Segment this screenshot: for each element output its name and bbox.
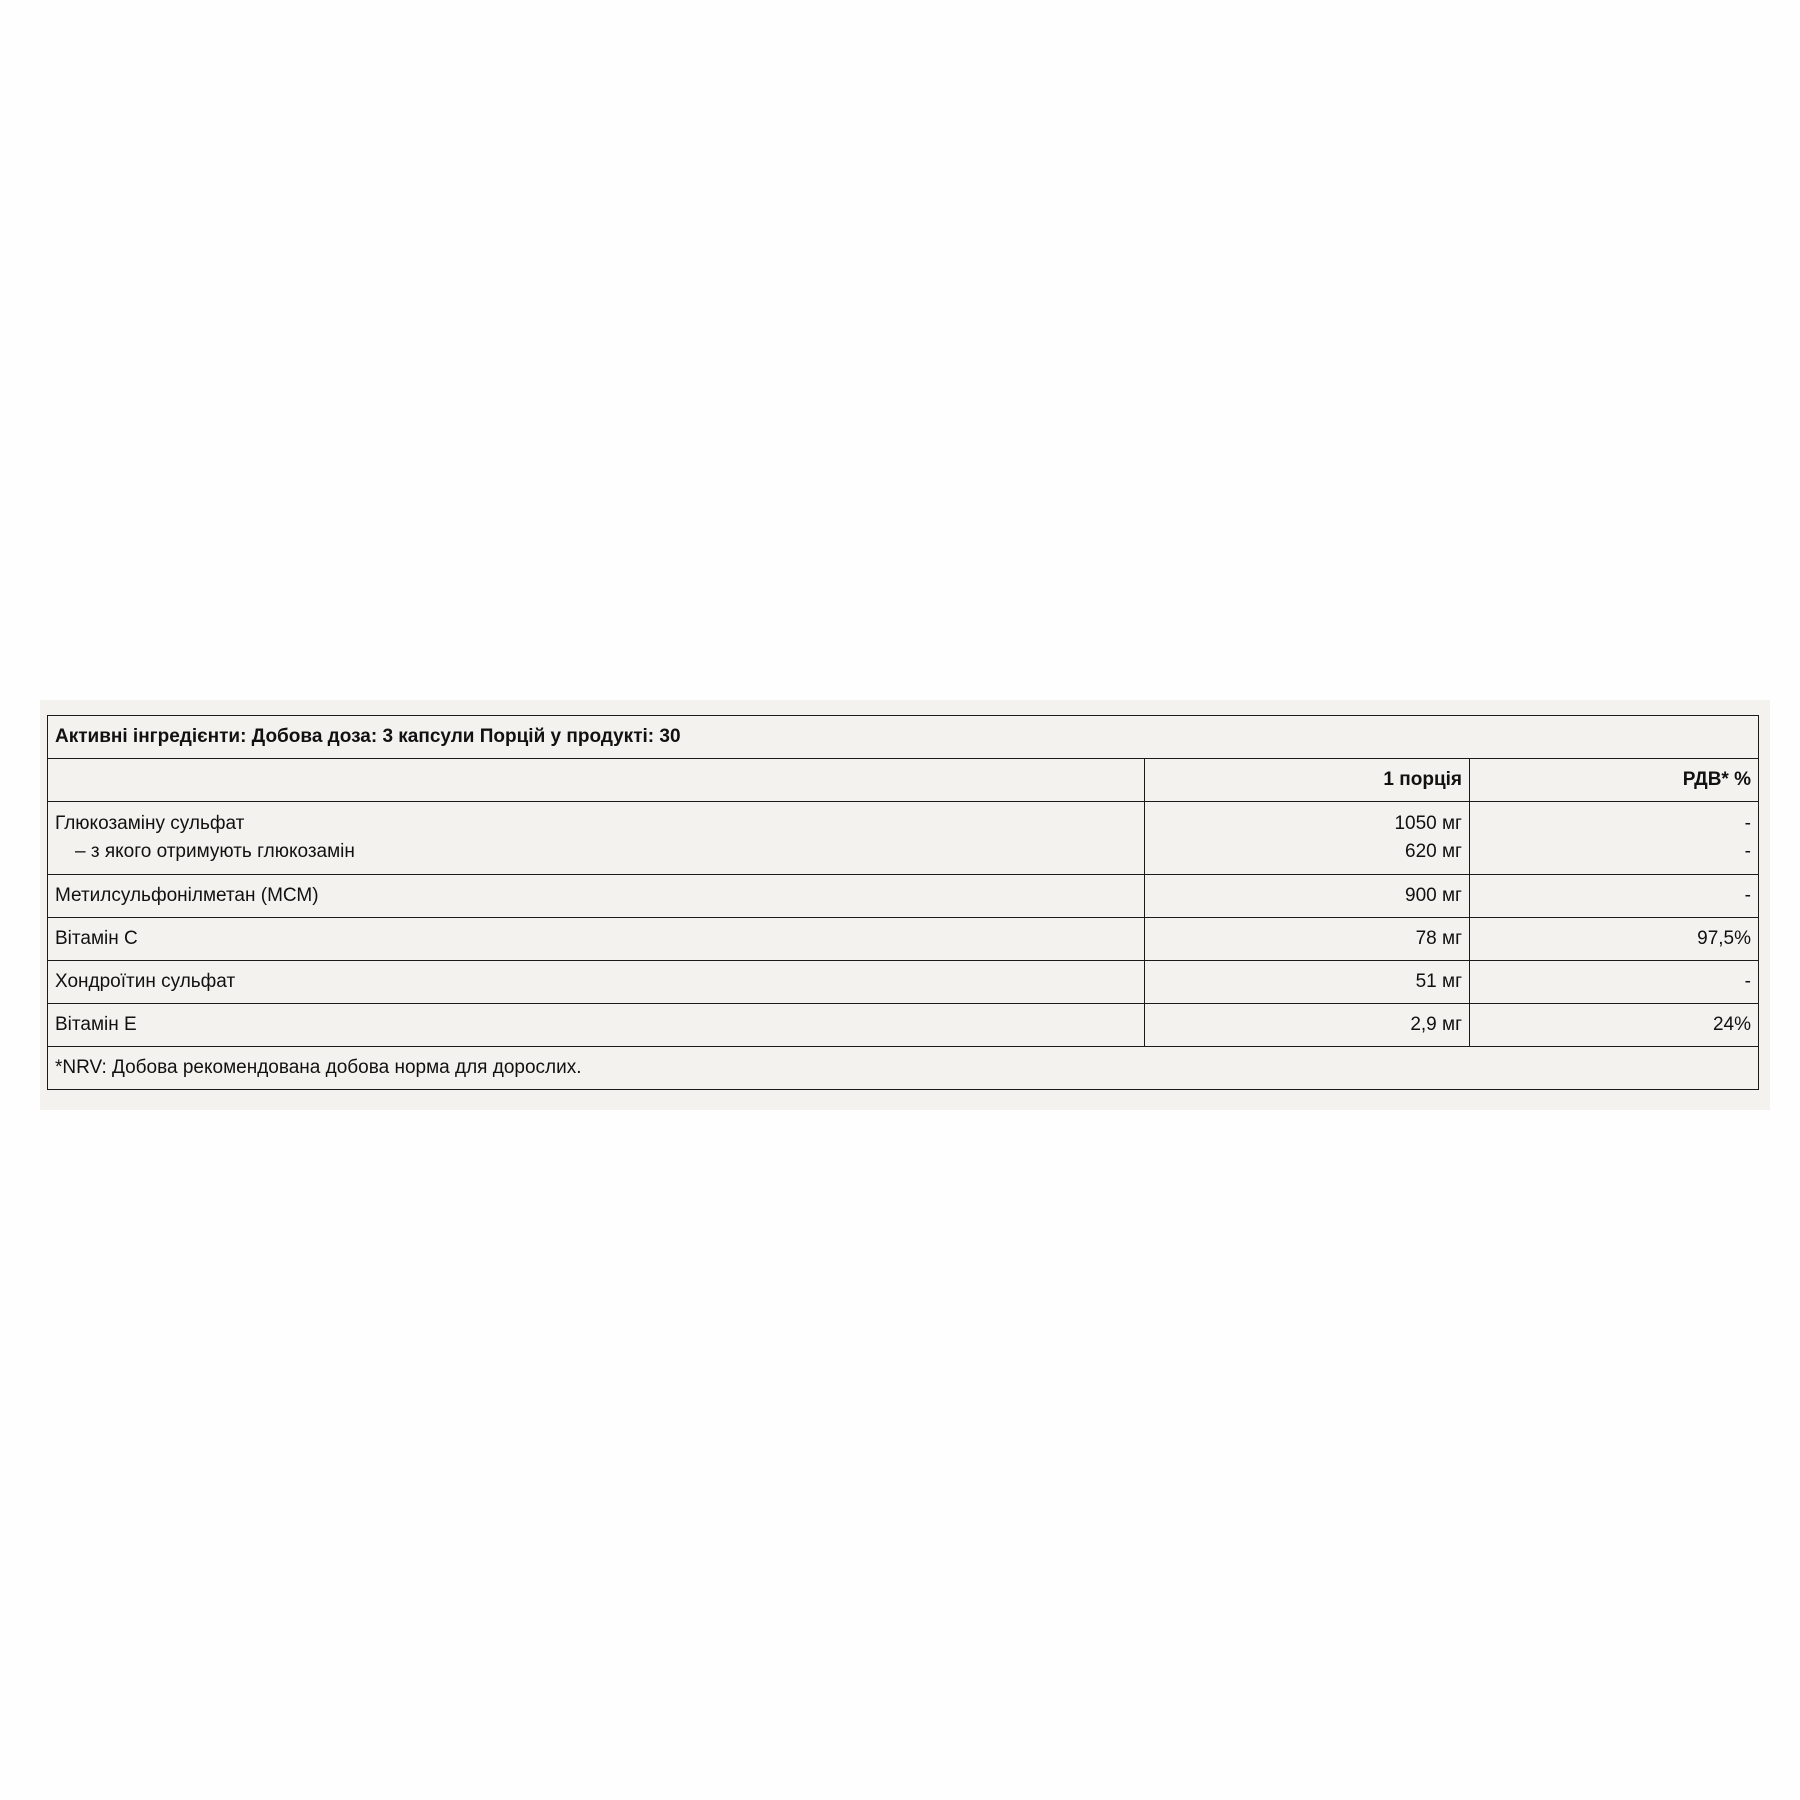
ingredient-amount: 2,9 мг: [1145, 1004, 1470, 1047]
supplement-facts-table: [47, 715, 1759, 1090]
table-row: [48, 875, 1759, 918]
ingredient-amount-cell: [1145, 802, 1470, 875]
table-row: [48, 961, 1759, 1004]
ingredient-name: Вітамін Е: [48, 1004, 1145, 1047]
header-amount: 1 порція: [1145, 759, 1470, 802]
ingredient-rdv: -: [1470, 961, 1759, 1004]
ingredient-name: Метилсульфонілметан (МСМ): [48, 875, 1145, 918]
table-title-row: [48, 716, 1759, 759]
table-header-row: [48, 759, 1759, 802]
ingredient-name: Хондроїтин сульфат: [48, 961, 1145, 1004]
ingredient-subname: – з якого отримують глюкозамін: [75, 841, 355, 862]
table-row: [48, 1004, 1759, 1047]
ingredient-rdv: 24%: [1470, 1004, 1759, 1047]
ingredient-rdv-cell: [1470, 802, 1759, 875]
ingredient-amount: 78 мг: [1145, 918, 1470, 961]
ingredient-name: Глюкозаміну сульфат: [55, 813, 245, 834]
ingredient-subrdv: -: [1744, 841, 1751, 862]
table-row: [48, 802, 1759, 875]
ingredient-subamount: 620 мг: [1405, 841, 1462, 862]
ingredient-rdv: -: [1744, 813, 1751, 834]
table-footnote-row: [48, 1047, 1759, 1090]
ingredient-amount: 51 мг: [1145, 961, 1470, 1004]
ingredient-name-cell: [48, 802, 1145, 875]
ingredient-rdv: 97,5%: [1470, 918, 1759, 961]
ingredient-amount: 900 мг: [1145, 875, 1470, 918]
supplement-facts-panel: [40, 700, 1770, 1110]
table-title: Активні інгредієнти: Добова доза: 3 капсули Порцій у продукті: 30: [48, 716, 1759, 759]
table-row: [48, 918, 1759, 961]
ingredient-amount: 1050 мг: [1394, 813, 1462, 834]
ingredient-rdv: -: [1470, 875, 1759, 918]
table-footnote: *NRV: Добова рекомендована добова норма для дорослих.: [48, 1047, 1759, 1090]
header-rdv: РДВ* %: [1470, 759, 1759, 802]
header-name: [48, 759, 1145, 802]
ingredient-name: Вітамін С: [48, 918, 1145, 961]
